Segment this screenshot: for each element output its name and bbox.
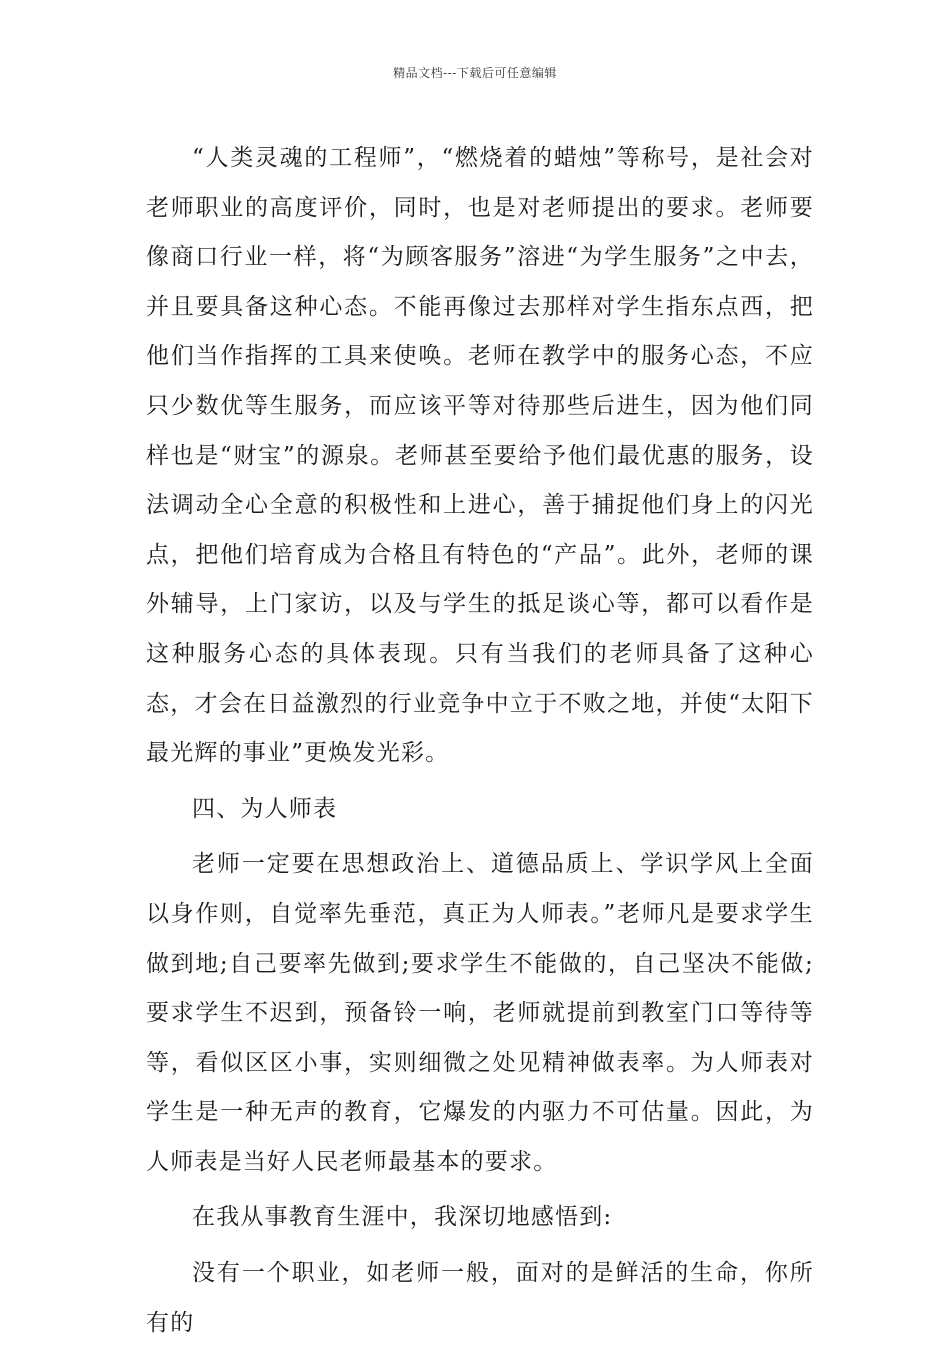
section-heading-role-model: 四、为人师表 xyxy=(192,795,338,822)
paragraph-reflection-intro: 在我从事教育生涯中，我深切地感悟到: xyxy=(192,1204,613,1231)
paragraph-service-mindset: “人类灵魂的工程师”，“燃烧着的蜡烛”等称号，是社会对老师职业的高度评价，同时，也是对老师提出的要求。老师要像商口行业一样，将“为顾客服务”溶进“为学生服务”之中去，并且要具备这种心态。不能再像过去那样对学生指东点西，把他们当作指挥的工具来使唤。老师在教学中的服务心态，不应只少数优等生服务，而应该平等对待那些后进生，因为他们同样也是“财宝”的源泉。老师甚至要给予他们最优惠的服务，设法调动全心全意的积极性和上进心，善于捕捉他们身上的闪光点，把他们培育成为合格且有特色的“产品”。此外，老师的课外辅导，上门家访，以及与学生的抵足谈心等，都可以看作是这种服务心态的具体表现。只有当我们的老师具备了这种心态，才会在日益激烈的行业竞争中立于不败之地，并使“太阳下最光辉的事业”更焕发光彩。 xyxy=(146,145,814,767)
document-body xyxy=(146,134,814,1348)
paragraph-role-model: 老师一定要在思想政治上、道德品质上、学识学风上全面以身作则，自觉率先垂范，真正为人师表。”老师凡是要求学生做到地;自己要率先做到;要求学生不能做的，自己坚决不能做;要求学生不迟到，预备铃一响，老师就提前到教室门口等待等等，看似区区小事，实则细微之处见精神做表率。为人师表对学生是一种无声的教育，它爆发的内驱力不可估量。因此，为人师表是当好人民老师最基本的要求。 xyxy=(146,851,814,1175)
page-header: 精品文档---下载后可任意编辑 xyxy=(393,66,557,80)
paragraph-reflection-continued: 没有一个职业，如老师一般，面对的是鲜活的生命，你所有的 xyxy=(146,1260,814,1336)
